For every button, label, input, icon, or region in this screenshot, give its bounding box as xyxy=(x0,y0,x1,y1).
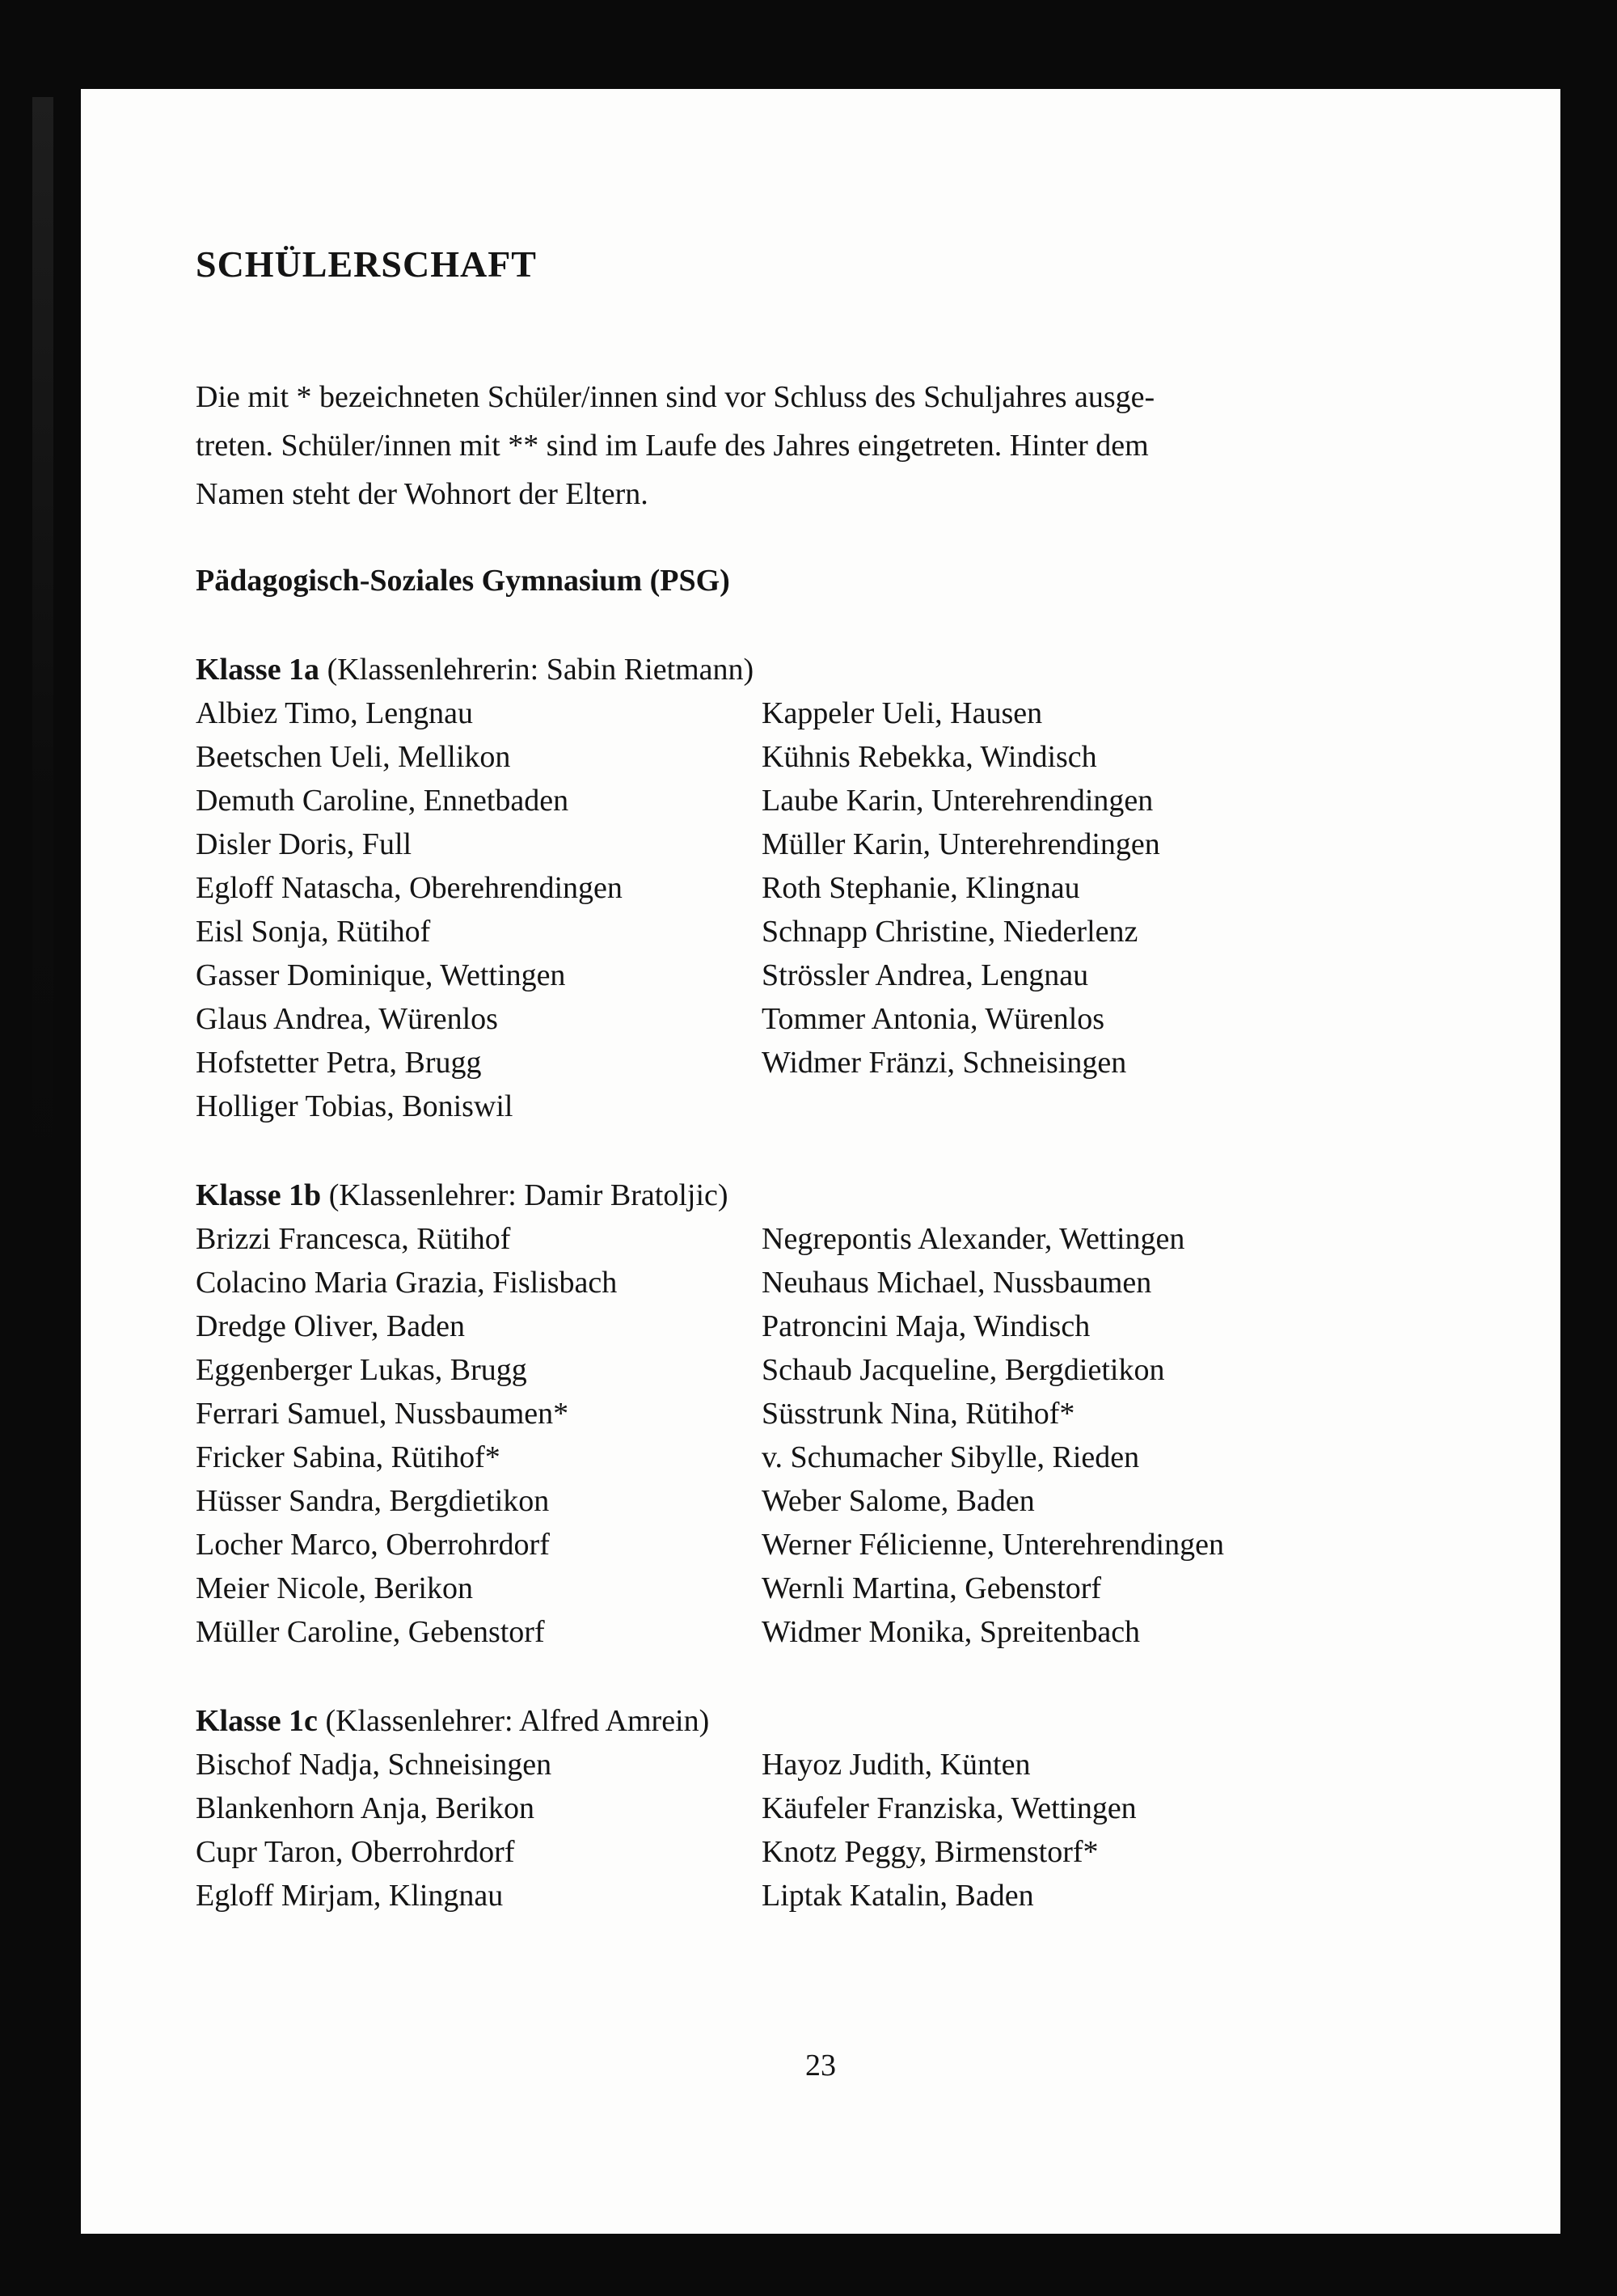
student-entry: Widmer Monika, Spreitenbach xyxy=(762,1615,1141,1649)
student-entry: Schnapp Christine, Niederlenz xyxy=(762,915,1138,949)
student-entry: Weber Salome, Baden xyxy=(762,1484,1035,1518)
intro-line: Die mit * bezeichneten Schüler/innen sind vor Schluss des Schuljahres ausge- xyxy=(196,380,1155,414)
students-right-column xyxy=(762,1217,1455,1654)
student-entry: Gasser Dominique, Wettingen xyxy=(196,958,566,992)
intro-line: Namen steht der Wohnort der Eltern. xyxy=(196,477,648,511)
class-heading: Klasse 1b (Klassenlehrer: Damir Bratoljic) xyxy=(196,1178,728,1212)
student-entry: Negrepontis Alexander, Wettingen xyxy=(762,1222,1185,1256)
student-entry: Süsstrunk Nina, Rütihof* xyxy=(762,1397,1075,1431)
student-entry: Strössler Andrea, Lengnau xyxy=(762,958,1089,992)
student-entry: Widmer Fränzi, Schneisingen xyxy=(762,1046,1127,1080)
student-entry: Albiez Timo, Lengnau xyxy=(196,696,474,730)
student-entry: Colacino Maria Grazia, Fislisbach xyxy=(196,1266,618,1300)
student-entry: Roth Stephanie, Klingnau xyxy=(762,871,1080,905)
student-entry: Knotz Peggy, Birmenstorf* xyxy=(762,1835,1099,1869)
student-entry: Holliger Tobias, Boniswil xyxy=(196,1089,513,1123)
student-entry: Hofstetter Petra, Brugg xyxy=(196,1046,482,1080)
student-entry: Wernli Martina, Gebenstorf xyxy=(762,1571,1102,1605)
student-entry: Eggenberger Lukas, Brugg xyxy=(196,1353,527,1387)
student-entry: Egloff Natascha, Oberehrendingen xyxy=(196,871,623,905)
class-heading: Klasse 1a (Klassenlehrerin: Sabin Rietmann) xyxy=(196,653,754,687)
students-right-column xyxy=(762,1743,1455,1918)
student-entry: Beetschen Ueli, Mellikon xyxy=(196,740,511,774)
student-entry: Blankenhorn Anja, Berikon xyxy=(196,1791,534,1825)
class-section xyxy=(196,1699,1455,1918)
student-entry: Käufeler Franziska, Wettingen xyxy=(762,1791,1137,1825)
student-entry: Laube Karin, Unterehrendingen xyxy=(762,784,1154,818)
student-entry: Neuhaus Michael, Nussbaumen xyxy=(762,1266,1152,1300)
page-number: 23 xyxy=(805,2049,836,2082)
student-entry: Müller Caroline, Gebenstorf xyxy=(196,1615,545,1649)
student-entry: Egloff Mirjam, Klingnau xyxy=(196,1879,504,1913)
page-content xyxy=(81,89,1560,1918)
student-entry: Bischof Nadja, Schneisingen xyxy=(196,1748,552,1782)
class-heading: Klasse 1c (Klassenlehrer: Alfred Amrein) xyxy=(196,1704,710,1738)
student-entry: Hayoz Judith, Künten xyxy=(762,1748,1031,1782)
student-entry: Dredge Oliver, Baden xyxy=(196,1309,465,1343)
page-title: SCHÜLERSCHAFT xyxy=(196,243,537,285)
student-entry: Liptak Katalin, Baden xyxy=(762,1879,1034,1913)
class-section xyxy=(196,1173,1455,1654)
student-entry: Hüsser Sandra, Bergdietikon xyxy=(196,1484,550,1518)
students-left-column xyxy=(196,1217,762,1654)
intro-line: treten. Schüler/innen mit ** sind im Laufe des Jahres eingetreten. Hinter dem xyxy=(196,429,1149,463)
students-left-column xyxy=(196,1743,762,1918)
student-entry: Werner Félicienne, Unterehrendingen xyxy=(762,1528,1224,1562)
student-columns xyxy=(196,1217,1455,1654)
class-label: Klasse 1a xyxy=(196,653,320,687)
class-label: Klasse 1b xyxy=(196,1178,322,1212)
section-heading: Pädagogisch-Soziales Gymnasium (PSG) xyxy=(196,564,730,598)
class-list xyxy=(196,648,1455,1918)
student-entry: Müller Karin, Unterehrendingen xyxy=(762,827,1160,861)
class-label: Klasse 1c xyxy=(196,1704,318,1738)
student-entry: Patroncini Maja, Windisch xyxy=(762,1309,1091,1343)
student-entry: Kühnis Rebekka, Windisch xyxy=(762,740,1097,774)
student-entry: Eisl Sonja, Rütihof xyxy=(196,915,431,949)
student-entry: Fricker Sabina, Rütihof* xyxy=(196,1440,500,1474)
class-section xyxy=(196,648,1455,1128)
student-entry: Kappeler Ueli, Hausen xyxy=(762,696,1043,730)
student-entry: Demuth Caroline, Ennetbaden xyxy=(196,784,569,818)
intro-paragraph xyxy=(196,373,1455,518)
student-entry: Meier Nicole, Berikon xyxy=(196,1571,473,1605)
student-entry: Cupr Taron, Oberrohrdorf xyxy=(196,1835,515,1869)
students-right-column xyxy=(762,691,1455,1085)
student-entry: v. Schumacher Sibylle, Rieden xyxy=(762,1440,1140,1474)
student-columns xyxy=(196,1743,1455,1918)
student-entry: Locher Marco, Oberrohrdorf xyxy=(196,1528,550,1562)
student-columns xyxy=(196,691,1455,1128)
student-entry: Tommer Antonia, Würenlos xyxy=(762,1002,1105,1036)
scan-edge-artifact xyxy=(32,97,53,1229)
student-entry: Schaub Jacqueline, Bergdietikon xyxy=(762,1353,1165,1387)
student-entry: Glaus Andrea, Würenlos xyxy=(196,1002,498,1036)
student-entry: Brizzi Francesca, Rütihof xyxy=(196,1222,511,1256)
student-entry: Disler Doris, Full xyxy=(196,827,412,861)
document-page xyxy=(81,89,1560,2234)
students-left-column xyxy=(196,691,762,1128)
student-entry: Ferrari Samuel, Nussbaumen* xyxy=(196,1397,569,1431)
